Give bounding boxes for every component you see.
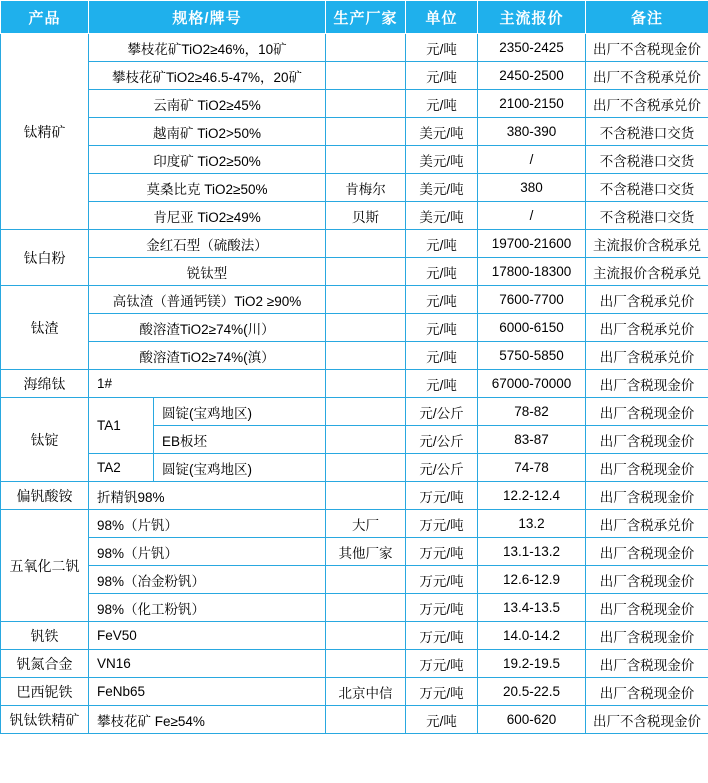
note-cell: 不含税港口交货 bbox=[586, 118, 708, 146]
price-cell: 78-82 bbox=[478, 398, 586, 426]
table-row bbox=[1, 314, 708, 342]
price-cell: 5750-5850 bbox=[478, 342, 586, 370]
maker-cell bbox=[326, 594, 406, 622]
spec-cell: 越南矿 TiO2>50% bbox=[89, 118, 326, 146]
price-cell: 19700-21600 bbox=[478, 230, 586, 258]
unit-cell: 万元/吨 bbox=[406, 510, 478, 538]
price-cell: 14.0-14.2 bbox=[478, 622, 586, 650]
note-cell: 出厂含税现金价 bbox=[586, 370, 708, 398]
product-cell: 钛渣 bbox=[1, 286, 89, 370]
unit-cell: 万元/吨 bbox=[406, 678, 478, 706]
spec-cell: 莫桑比克 TiO2≥50% bbox=[89, 174, 326, 202]
note-cell: 不含税港口交货 bbox=[586, 146, 708, 174]
note-cell: 不含税港口交货 bbox=[586, 202, 708, 230]
price-cell: 7600-7700 bbox=[478, 286, 586, 314]
note-cell: 出厂含税现金价 bbox=[586, 650, 708, 678]
price-cell: 6000-6150 bbox=[478, 314, 586, 342]
maker-cell: 其他厂家 bbox=[326, 538, 406, 566]
spec-cell: VN16 bbox=[89, 650, 326, 678]
table-row bbox=[1, 678, 708, 706]
maker-cell bbox=[326, 650, 406, 678]
table-row bbox=[1, 90, 708, 118]
note-cell: 出厂含税承兑价 bbox=[586, 286, 708, 314]
price-cell: 83-87 bbox=[478, 426, 586, 454]
unit-cell: 美元/吨 bbox=[406, 174, 478, 202]
maker-cell bbox=[326, 146, 406, 174]
price-cell: 20.5-22.5 bbox=[478, 678, 586, 706]
maker-cell bbox=[326, 258, 406, 286]
price-cell: / bbox=[478, 202, 586, 230]
table-row bbox=[1, 258, 708, 286]
spec-cell: 酸溶渣TiO2≥74%(滇） bbox=[89, 342, 326, 370]
spec-cell: 肯尼亚 TiO2≥49% bbox=[89, 202, 326, 230]
table-body bbox=[1, 34, 708, 734]
note-cell: 主流报价含税承兑 bbox=[586, 258, 708, 286]
note-cell: 出厂含税承兑价 bbox=[586, 314, 708, 342]
product-cell: 钛精矿 bbox=[1, 34, 89, 230]
spec-cell: 锐钛型 bbox=[89, 258, 326, 286]
unit-cell: 元/吨 bbox=[406, 370, 478, 398]
maker-cell bbox=[326, 230, 406, 258]
product-cell: 钒氮合金 bbox=[1, 650, 89, 678]
product-cell: 巴西铌铁 bbox=[1, 678, 89, 706]
note-cell: 出厂含税承兑价 bbox=[586, 510, 708, 538]
note-cell: 主流报价含税承兑 bbox=[586, 230, 708, 258]
table-row bbox=[1, 118, 708, 146]
price-cell: 2350-2425 bbox=[478, 34, 586, 62]
maker-cell bbox=[326, 90, 406, 118]
table-row bbox=[1, 510, 708, 538]
maker-cell bbox=[326, 566, 406, 594]
column-header-price: 主流报价 bbox=[478, 1, 586, 34]
price-cell: 12.2-12.4 bbox=[478, 482, 586, 510]
product-cell: 钒铁 bbox=[1, 622, 89, 650]
unit-cell: 万元/吨 bbox=[406, 622, 478, 650]
maker-cell bbox=[326, 62, 406, 90]
maker-cell: 贝斯 bbox=[326, 202, 406, 230]
maker-cell bbox=[326, 622, 406, 650]
table-row bbox=[1, 482, 708, 510]
spec-cell: 印度矿 TiO2≥50% bbox=[89, 146, 326, 174]
unit-cell: 美元/吨 bbox=[406, 146, 478, 174]
table-row bbox=[1, 454, 708, 482]
spec-cell: 攀枝花矿 Fe≥54% bbox=[89, 706, 326, 734]
product-cell: 钛锭 bbox=[1, 398, 89, 482]
note-cell: 出厂不含税承兑价 bbox=[586, 90, 708, 118]
note-cell: 出厂含税承兑价 bbox=[586, 342, 708, 370]
price-cell: 17800-18300 bbox=[478, 258, 586, 286]
note-cell: 出厂含税现金价 bbox=[586, 622, 708, 650]
note-cell: 出厂不含税现金价 bbox=[586, 34, 708, 62]
maker-cell: 大厂 bbox=[326, 510, 406, 538]
unit-cell: 万元/吨 bbox=[406, 538, 478, 566]
table-row bbox=[1, 650, 708, 678]
table-row bbox=[1, 34, 708, 62]
unit-cell: 美元/吨 bbox=[406, 118, 478, 146]
maker-cell bbox=[326, 342, 406, 370]
unit-cell: 万元/吨 bbox=[406, 482, 478, 510]
price-cell: 380-390 bbox=[478, 118, 586, 146]
spec-cell: 98%（片钒） bbox=[89, 538, 326, 566]
column-header-spec: 规格/牌号 bbox=[89, 1, 326, 34]
table-row bbox=[1, 146, 708, 174]
table-header-row bbox=[1, 1, 708, 34]
table-row bbox=[1, 174, 708, 202]
maker-cell: 肯梅尔 bbox=[326, 174, 406, 202]
product-cell: 钛白粉 bbox=[1, 230, 89, 286]
note-cell: 出厂不含税现金价 bbox=[586, 706, 708, 734]
spec-cell: 1# bbox=[89, 370, 326, 398]
product-cell: 偏钒酸铵 bbox=[1, 482, 89, 510]
table-row bbox=[1, 202, 708, 230]
price-cell: / bbox=[478, 146, 586, 174]
spec-cell: 98%（化工粉钒） bbox=[89, 594, 326, 622]
table-row bbox=[1, 566, 708, 594]
unit-cell: 元/吨 bbox=[406, 230, 478, 258]
spec-cell: 98%（冶金粉钒） bbox=[89, 566, 326, 594]
note-cell: 出厂含税现金价 bbox=[586, 566, 708, 594]
maker-cell bbox=[326, 454, 406, 482]
spec-cell: 金红石型（硫酸法） bbox=[89, 230, 326, 258]
maker-cell bbox=[326, 370, 406, 398]
price-cell: 2100-2150 bbox=[478, 90, 586, 118]
spec-cell: FeV50 bbox=[89, 622, 326, 650]
spec-cell: 酸溶渣TiO2≥74%(川） bbox=[89, 314, 326, 342]
maker-cell bbox=[326, 398, 406, 426]
spec-cell: 攀枝花矿TiO2≥46.5-47%，20矿 bbox=[89, 62, 326, 90]
unit-cell: 元/吨 bbox=[406, 314, 478, 342]
note-cell: 出厂含税现金价 bbox=[586, 398, 708, 426]
table-row bbox=[1, 398, 708, 426]
table-row bbox=[1, 230, 708, 258]
unit-cell: 万元/吨 bbox=[406, 650, 478, 678]
note-cell: 不含税港口交货 bbox=[586, 174, 708, 202]
unit-cell: 元/吨 bbox=[406, 286, 478, 314]
maker-cell: 北京中信 bbox=[326, 678, 406, 706]
spec-cell: 云南矿 TiO2≥45% bbox=[89, 90, 326, 118]
price-cell: 2450-2500 bbox=[478, 62, 586, 90]
table-row bbox=[1, 286, 708, 314]
maker-cell bbox=[326, 482, 406, 510]
unit-cell: 元/吨 bbox=[406, 62, 478, 90]
maker-cell bbox=[326, 286, 406, 314]
spec-cell: 98%（片钒） bbox=[89, 510, 326, 538]
unit-cell: 元/吨 bbox=[406, 90, 478, 118]
price-cell: 380 bbox=[478, 174, 586, 202]
maker-cell bbox=[326, 426, 406, 454]
spec-detail-cell: EB板坯 bbox=[154, 426, 326, 454]
note-cell: 出厂含税现金价 bbox=[586, 678, 708, 706]
price-cell: 13.2 bbox=[478, 510, 586, 538]
unit-cell: 元/公斤 bbox=[406, 426, 478, 454]
note-cell: 出厂含税现金价 bbox=[586, 538, 708, 566]
product-cell: 钒钛铁精矿 bbox=[1, 706, 89, 734]
note-cell: 出厂含税现金价 bbox=[586, 454, 708, 482]
spec-cell: 高钛渣（普通钙镁）TiO2 ≥90% bbox=[89, 286, 326, 314]
column-header-unit: 单位 bbox=[406, 1, 478, 34]
note-cell: 出厂含税现金价 bbox=[586, 482, 708, 510]
unit-cell: 元/吨 bbox=[406, 342, 478, 370]
product-cell: 海绵钛 bbox=[1, 370, 89, 398]
maker-cell bbox=[326, 314, 406, 342]
spec-detail-cell: 圆锭(宝鸡地区) bbox=[154, 454, 326, 482]
column-header-maker: 生产厂家 bbox=[326, 1, 406, 34]
spec-cell: TA2 bbox=[89, 454, 154, 482]
unit-cell: 元/公斤 bbox=[406, 454, 478, 482]
table-row bbox=[1, 342, 708, 370]
column-header-note: 备注 bbox=[586, 1, 708, 34]
spec-cell: 折精钒98% bbox=[89, 482, 326, 510]
maker-cell bbox=[326, 118, 406, 146]
price-cell: 13.1-13.2 bbox=[478, 538, 586, 566]
unit-cell: 万元/吨 bbox=[406, 594, 478, 622]
note-cell: 出厂不含税承兑价 bbox=[586, 62, 708, 90]
spec-cell: FeNb65 bbox=[89, 678, 326, 706]
table-row bbox=[1, 62, 708, 90]
unit-cell: 万元/吨 bbox=[406, 566, 478, 594]
price-cell: 19.2-19.5 bbox=[478, 650, 586, 678]
unit-cell: 元/吨 bbox=[406, 258, 478, 286]
price-cell: 67000-70000 bbox=[478, 370, 586, 398]
unit-cell: 元/吨 bbox=[406, 34, 478, 62]
price-cell: 74-78 bbox=[478, 454, 586, 482]
table-row bbox=[1, 594, 708, 622]
product-cell: 五氧化二钒 bbox=[1, 510, 89, 622]
table-row bbox=[1, 538, 708, 566]
unit-cell: 元/吨 bbox=[406, 706, 478, 734]
price-cell: 600-620 bbox=[478, 706, 586, 734]
spec-detail-cell: 圆锭(宝鸡地区) bbox=[154, 398, 326, 426]
unit-cell: 美元/吨 bbox=[406, 202, 478, 230]
table-row bbox=[1, 370, 708, 398]
note-cell: 出厂含税现金价 bbox=[586, 426, 708, 454]
price-cell: 13.4-13.5 bbox=[478, 594, 586, 622]
spec-cell: 攀枝花矿TiO2≥46%，10矿 bbox=[89, 34, 326, 62]
unit-cell: 元/公斤 bbox=[406, 398, 478, 426]
column-header-product: 产品 bbox=[1, 1, 89, 34]
table-row bbox=[1, 706, 708, 734]
table-row bbox=[1, 622, 708, 650]
note-cell: 出厂含税现金价 bbox=[586, 594, 708, 622]
spec-cell: TA1 bbox=[89, 398, 154, 454]
maker-cell bbox=[326, 706, 406, 734]
maker-cell bbox=[326, 34, 406, 62]
price-cell: 12.6-12.9 bbox=[478, 566, 586, 594]
